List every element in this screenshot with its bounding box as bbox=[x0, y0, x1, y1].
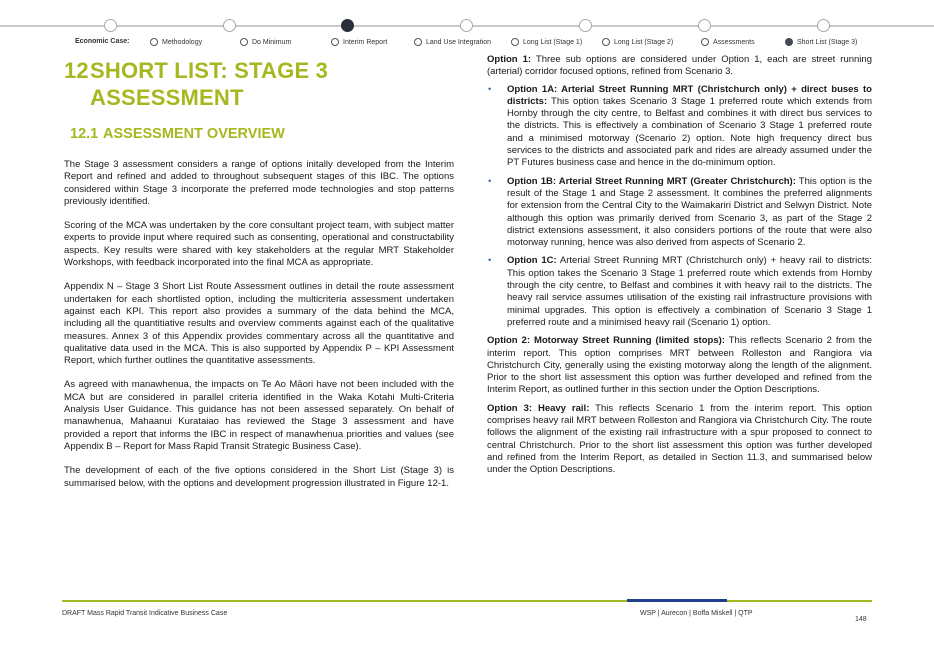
footer-document-title: DRAFT Mass Rapid Transit Indicative Business Case bbox=[62, 610, 228, 617]
radio-icon bbox=[240, 38, 248, 46]
stage-bar bbox=[0, 38, 934, 50]
stage-tab-label: Do Minimum bbox=[252, 38, 292, 46]
list-item bbox=[487, 84, 872, 170]
radio-icon bbox=[331, 38, 339, 46]
radio-icon bbox=[414, 38, 422, 46]
sub-option-list bbox=[487, 84, 872, 330]
progress-node-assessments[interactable] bbox=[817, 19, 830, 32]
list-item bbox=[487, 176, 872, 250]
stage-tab-long-list-2[interactable] bbox=[602, 38, 673, 46]
stage-tab-long-list-1[interactable] bbox=[511, 38, 582, 46]
option-3-label: Option 3: Heavy rail: bbox=[487, 402, 590, 414]
progress-node-do-minimum[interactable] bbox=[223, 19, 236, 32]
stage-tab-label: Land Use Integration bbox=[426, 38, 491, 46]
option-1-text: Three sub options are considered under Option 1, each are street running (arterial) corridor focused options, refined from Scenario 3. bbox=[487, 54, 872, 78]
progress-node-land-use[interactable] bbox=[460, 19, 473, 32]
option-3-text: This reflects Scenario 1 from the interim report. This option comprises heavy rail MRT between Rolleston and Rangiora via Christchurch City. The route follows the alignment of the existing rail infrastructure with a spur proposed to connect to central Christchurch. Prior to the short list assessment this option was further developed and refined from the Interim Report, as detailed in Section 11.3, and summarised below under the Option Descriptions. bbox=[487, 402, 872, 476]
list-item bbox=[487, 255, 872, 329]
option-2-paragraph bbox=[487, 335, 872, 396]
subsection-heading bbox=[70, 126, 454, 142]
option-3-paragraph bbox=[487, 403, 872, 477]
paragraph: As agreed with manawhenua, the impacts on Te Ao Māori have not been included with the MCA but are considered in parallel criteria identified in the Waka Kotahi Multi-Criteria Analysis User Guidance. This guidance has not been assessed separately. On behalf of manawhenua, Mahaanui Kurataiao has reviewed the Stage 3 assessment and have provided a report that informs the IBC in respect of manawhenua priorities and values (see Appendix B – Report for Mass Rapid Transit Strategic Business Case). bbox=[64, 379, 454, 452]
option-2-label: Option 2: Motorway Street Running (limited stops): bbox=[487, 335, 725, 347]
option-1-paragraph bbox=[487, 54, 872, 79]
stage-tab-do-minimum[interactable] bbox=[240, 38, 291, 46]
stage-tab-label: Long List (Stage 1) bbox=[523, 38, 583, 46]
progress-node-long-list-1[interactable] bbox=[579, 19, 592, 32]
sub-option-text: Arterial Street Running MRT (Christchurch only) + heavy rail to districts: This option takes the Scenario 3 Stage 1 preferred route which extends from Hornby through the city centre, to Belfast and combines it with heavy rail to the districts. The heavy rail service assumes utilisation of the existing rail infrastructure provisions with minimal upgrades. This option is effectively a combination of Scenario 3 Stage 1 preferred route and a minimised heavy rail (Scenario 1) option. bbox=[507, 255, 872, 328]
footer-divider bbox=[62, 600, 872, 602]
bullet-icon: • bbox=[488, 83, 492, 95]
footer-divider-accent bbox=[627, 599, 727, 602]
paragraph: The development of each of the five options considered in the Short List (Stage 3) is summarised below, with the options and development progression illustrated in Figure 12-1. bbox=[64, 465, 454, 489]
stage-tab-methodology[interactable] bbox=[150, 38, 202, 46]
section-number: 12 bbox=[64, 58, 89, 83]
stage-tab-label: Interim Report bbox=[343, 38, 388, 46]
stage-tab-label: Methodology bbox=[162, 38, 203, 46]
radio-icon bbox=[602, 38, 610, 46]
economic-case-label: Economic Case: bbox=[75, 38, 130, 45]
radio-icon bbox=[150, 38, 158, 46]
sub-option-label: Option 1B: Arterial Street Running MRT (Greater Christchurch): bbox=[507, 175, 796, 187]
subsection-title: ASSESSMENT OVERVIEW bbox=[103, 126, 285, 142]
stage-tab-label: Long List (Stage 2) bbox=[614, 38, 674, 46]
left-column bbox=[64, 57, 454, 502]
stage-tab-interim-report[interactable] bbox=[331, 38, 387, 46]
stage-tab-assessments[interactable] bbox=[701, 38, 755, 46]
radio-selected-icon bbox=[785, 38, 793, 46]
page-number: 148 bbox=[855, 616, 867, 623]
sub-option-text: This option takes Scenario 3 Stage 1 preferred route which extends from Hornby through the city centre, to Belfast and combines it with direct bus services to the districts. This is effectively a combination of Scenario 3 Stage 1 preferred route and a minimised motorway (Scenario 2) option. Note high frequency direct bus services to the districts and associated park and rides are already assumed under the PT Futures business case and hence in the do-minimum option. bbox=[507, 95, 872, 169]
sub-option-label: Option 1A: Arterial Street Running MRT (Christchurch only) + direct buses to districts: bbox=[507, 83, 872, 107]
subsection-number: 12.1 bbox=[70, 126, 99, 142]
right-column bbox=[487, 54, 872, 482]
stage-tab-short-list-3[interactable] bbox=[785, 38, 857, 46]
section-heading bbox=[64, 57, 454, 111]
stage-tab-label: Assessments bbox=[713, 38, 755, 46]
option-2-text: This reflects Scenario 2 from the interim report. This option comprises MRT between Rolleston and Rangiora via Christchurch City, generally using the existing motorway along the length of the alignment. Prior to the short list assessment this option was further developed and refined from the Interim Report, as outlined further in this section under the Option Descriptions. bbox=[487, 335, 873, 396]
radio-icon bbox=[511, 38, 519, 46]
radio-icon bbox=[701, 38, 709, 46]
sub-option-label: Option 1C: bbox=[507, 255, 557, 267]
stage-tab-label: Short List (Stage 3) bbox=[797, 38, 858, 46]
stage-tab-land-use[interactable] bbox=[414, 38, 491, 46]
paragraph: Appendix N – Stage 3 Short List Route Assessment outlines in detail the route assessment undertaken for each shortlisted option, including the multicriteria assessment undertaken against each KPI. This report also provides a summary of the data behind the MCA, including all the quantitiative results and overview comments against each of the qualitative measures. Annex 3 of this Appendix provides commentary across all the quantitative and qualitative data used in the MCA. This is also supported by Appendix P – KPI Assessment Report, which further outlines the quantitative assessments. bbox=[64, 281, 454, 367]
section-title: SHORT LIST: STAGE 3 ASSESSMENT bbox=[90, 58, 329, 110]
progress-node-long-list-2[interactable] bbox=[698, 19, 711, 32]
footer-authors: WSP | Aurecon | Boffa Miskell | QTP bbox=[640, 610, 753, 617]
progress-node-methodology[interactable] bbox=[104, 19, 117, 32]
progress-node-interim-report[interactable] bbox=[341, 19, 354, 32]
option-1-label: Option 1: bbox=[487, 54, 532, 65]
sub-option-text: This option is the result of the Stage 1 and Stage 2 assessment. It combines the preferred alignments for extension from the Central City to the Waimakariri District and Selwyn District. Note although this option was primarily derived from Scenario 3, as part of the Stage 2 district extensions assessment, it also considers portions of the route that were also motorway running, hence was also derived from aspects of Scenario 2. bbox=[507, 175, 872, 249]
paragraph: The Stage 3 assessment considers a range of options initally developed from the Interim Report and refined and added to throughout subsequent stages of this IBC. The options considered within Stage 3 incorporate the preferred mode technologies and stop patterns previously identified. bbox=[64, 159, 454, 207]
paragraph: Scoring of the MCA was undertaken by the core consultant project team, with subject matter experts to provide input where required such as consenting, operational and constructability aspects. Key results were shared with key stakeholders at the regular MRT Stakeholder Workshops, with feedback incorporated into the final MCA as appropriate. bbox=[64, 220, 454, 269]
bullet-icon: • bbox=[488, 255, 492, 267]
bullet-icon: • bbox=[488, 175, 492, 187]
